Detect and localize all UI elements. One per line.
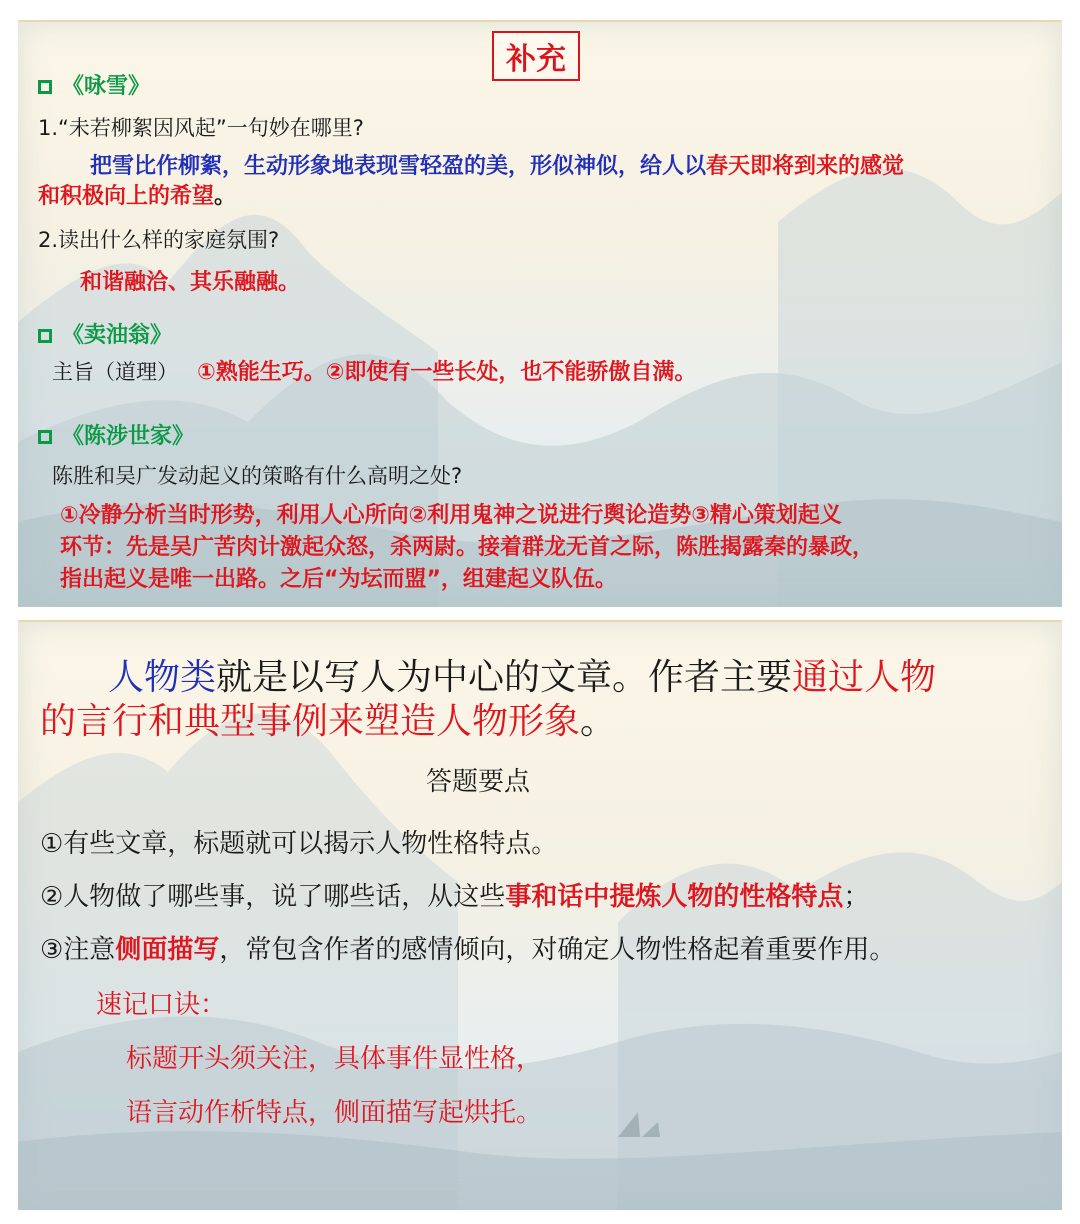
mnemonic-label: 速记口诀： <box>96 990 227 1020</box>
answer-1-line-1: 把雪比作柳絮，生动形象地表现雪轻盈的美，形似神似，给人以春天即将到来的感觉 <box>90 154 905 179</box>
section-heading-maiyouweng: 《卖油翁》 <box>38 325 172 347</box>
checkbox-square-icon <box>38 80 52 94</box>
answer-2: 和谐融洽、其乐融融。 <box>80 270 301 295</box>
slide-character-essay <box>18 620 1062 1210</box>
section-heading-yongxue: 《咏雪》 <box>38 76 150 98</box>
question-1: 1.“未若柳絮因风起”一句妙在哪里? <box>38 116 364 140</box>
intro-line-1: 人物类就是以写人为中心的文章。作者主要通过人物 <box>108 657 937 698</box>
mnemonic-line-2: 语言动作析特点，侧面描写起烘托。 <box>126 1098 543 1128</box>
mnemonic-line-1: 标题开头须关注，具体事件显性格， <box>126 1044 543 1074</box>
subtitle-answer-points: 答题要点 <box>426 767 531 797</box>
point-1: ①有些文章，标题就可以揭示人物性格特点。 <box>40 829 558 859</box>
slide-title: 补充 <box>492 31 580 81</box>
chen-question: 陈胜和吴广发动起义的策略有什么高明之处? <box>52 464 463 488</box>
maiyou-theme-row: 主旨（道理） ①熟能生巧。②即使有一些长处，也不能骄傲自满。 <box>52 360 697 385</box>
answer-1-line-2: 和积极向上的希望。 <box>38 184 237 209</box>
chen-answer-line-1: ①冷静分析当时形势，利用人心所向②利用鬼神之说进行舆论造势③精心策划起义 <box>60 503 842 528</box>
checkbox-square-icon <box>38 329 52 343</box>
intro-line-2: 的言行和典型事例来塑造人物形象。 <box>40 701 617 742</box>
question-2: 2.读出什么样的家庭氛围? <box>38 228 280 252</box>
point-2: ②人物做了哪些事，说了哪些话，从这些事和话中提炼人物的性格特点； <box>40 882 870 912</box>
chen-answer-line-3: 指出起义是唯一出路。之后“为坛而盟”，组建起义队伍。 <box>60 567 617 592</box>
section-heading-chenshe: 《陈涉世家》 <box>38 426 194 448</box>
point-3: ③注意侧面描写，常包含作者的感情倾向，对确定人物性格起着重要作用。 <box>40 935 896 965</box>
chen-answer-line-2: 环节：先是吴广苦肉计激起众怒，杀两尉。接着群龙无首之际，陈胜揭露秦的暴政， <box>60 535 875 560</box>
slide-supplement <box>18 20 1062 607</box>
checkbox-square-icon <box>38 430 52 444</box>
